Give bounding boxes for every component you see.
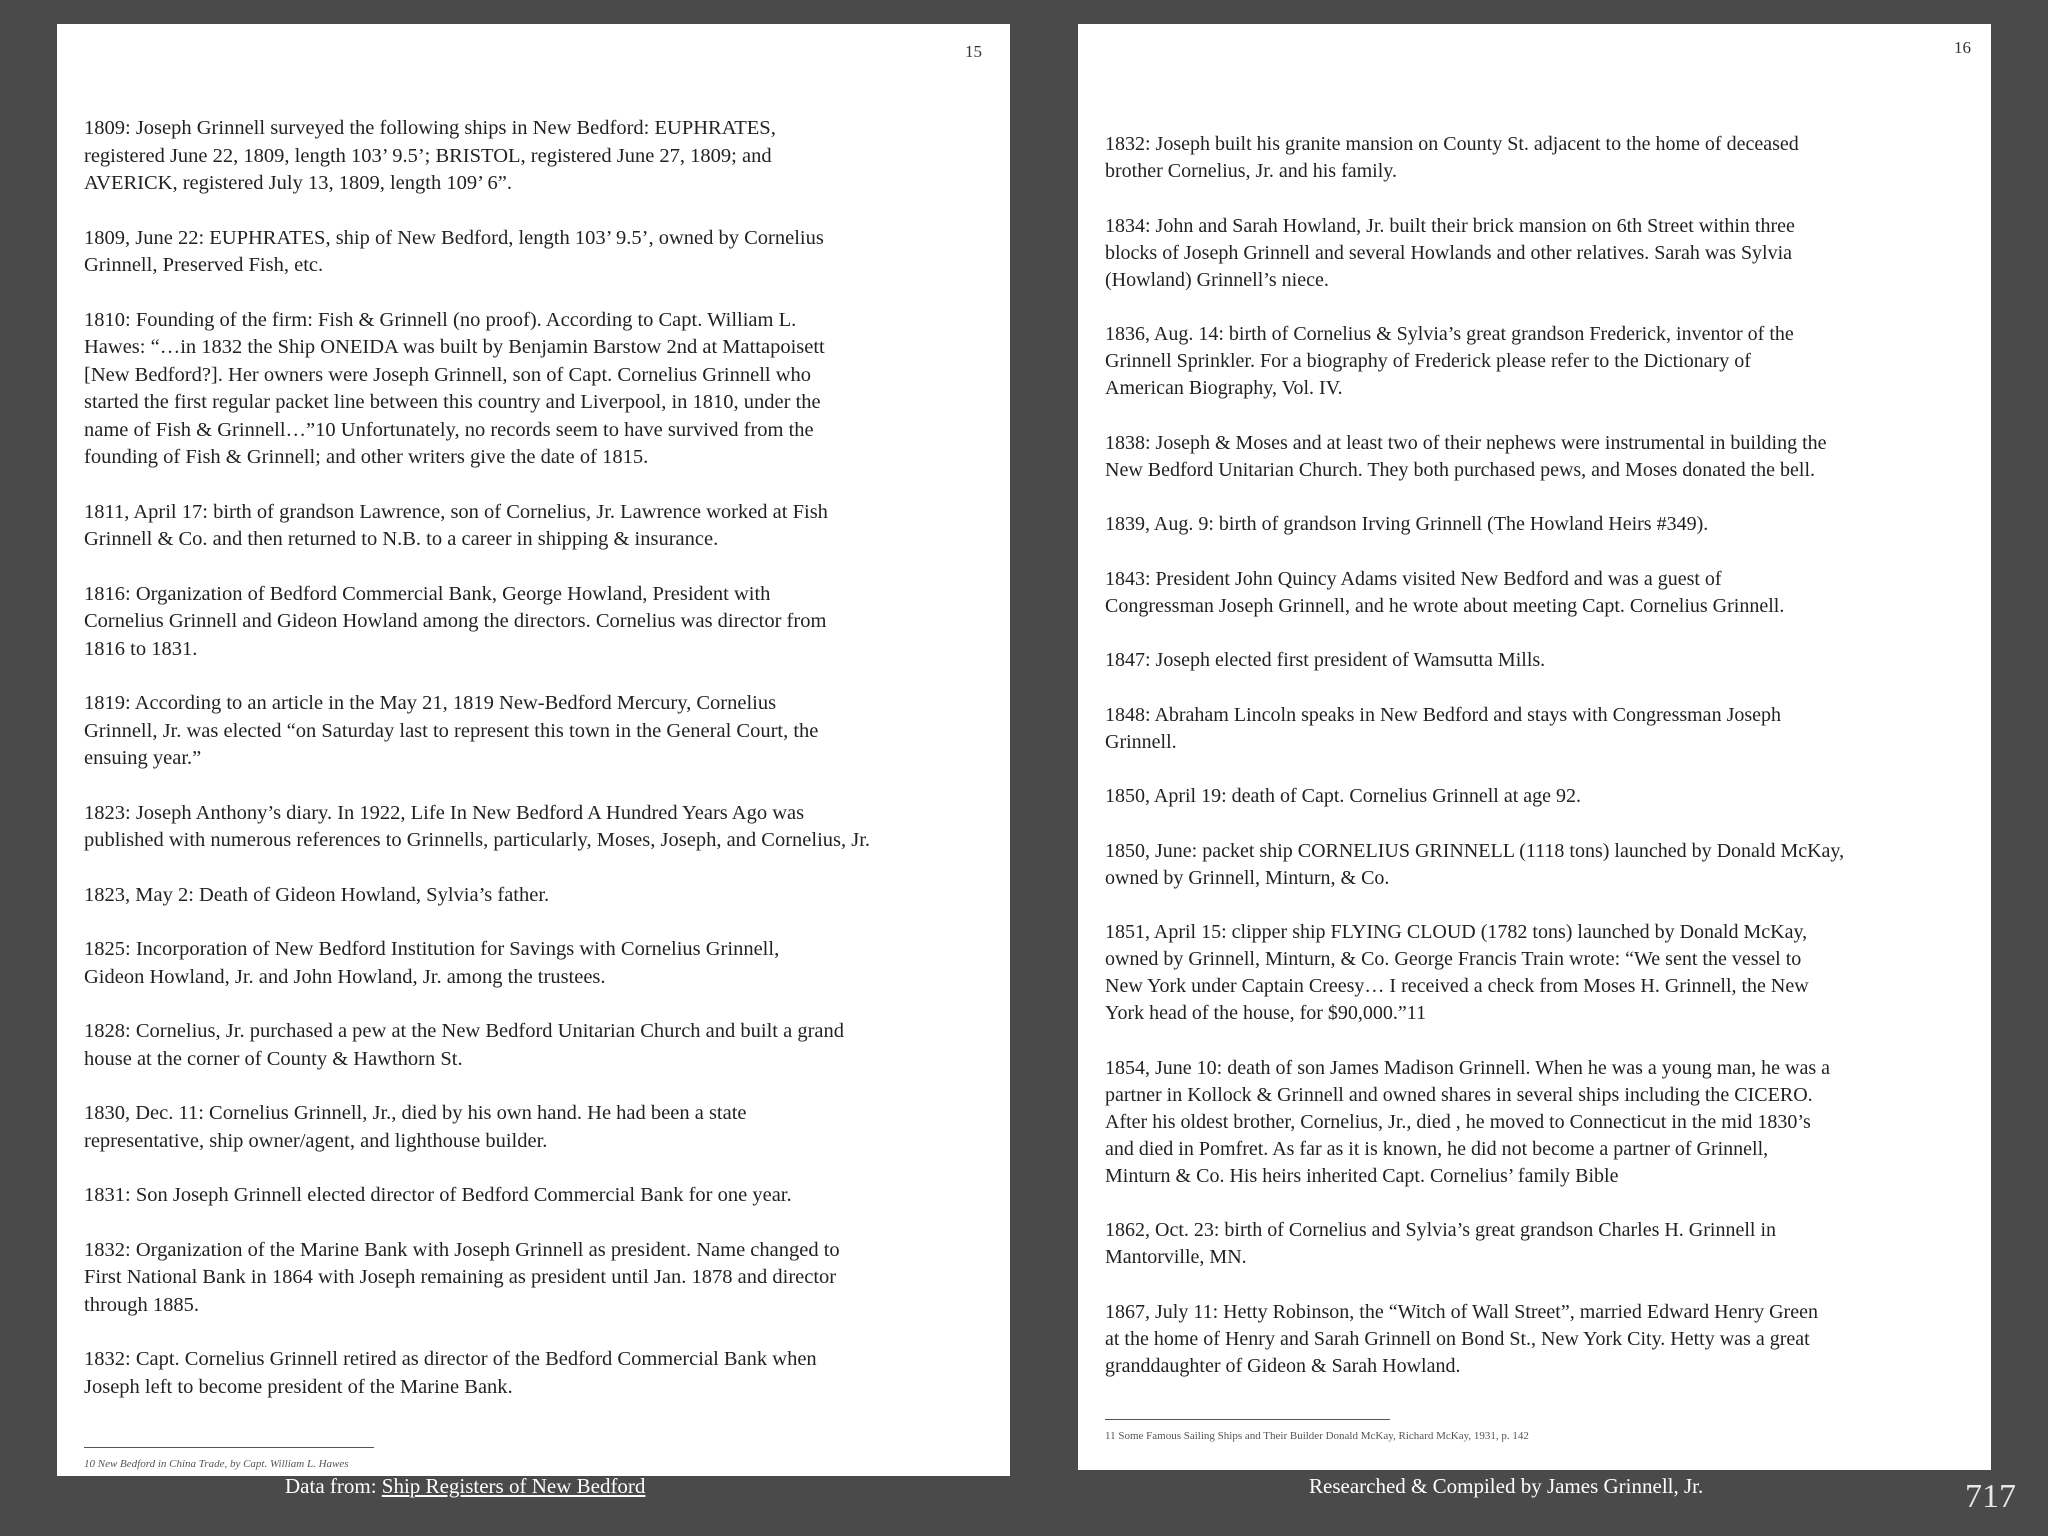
footnote: 11 Some Famous Sailing Ships and Their Builder Donald McKay, Richard McKay, 1931, p. 142 [1105,1430,1529,1442]
timeline-entry: 1810: Founding of the firm: Fish & Grinnell (no proof). According to Capt. William L. Hawes: “…in 1832 the Ship ONEIDA was built by Benjamin Barstow 2nd at Mattapoisett [New Bedford?]. Her owners were Joseph Grinnell, son of Capt. Cornelius Grinnell who started the first regular packet line between this country and Liverpool, in 1810, under the name of Fish & Grinnell…”10 Unfortunately, no records seem to have survived from the founding of Fish & Grinnell; and other writers give the date of 1815. [84,308,825,468]
timeline-entry: 1823, May 2: Death of Gideon Howland, Sylvia’s father. [84,883,550,906]
timeline-entry: 1811, April 17: birth of grandson Lawrence, son of Cornelius, Jr. Lawrence worked at Fish Grinnell & Co. and then returned to N.B. to a career in shipping & insurance. [84,500,828,550]
timeline-entry: 1809, June 22: EUPHRATES, ship of New Bedford, length 103’ 9.5’, owned by Cornelius Grinnell, Preserved Fish, etc. [84,226,824,276]
timeline-entries [84,115,1004,1428]
timeline-entry: 1832: Capt. Cornelius Grinnell retired as director of the Bedford Commercial Bank when Joseph left to become president of the Marine Bank. [84,1348,817,1398]
timeline-entry: 1819: According to an article in the May 21, 1819 New-Bedford Mercury, Cornelius Grinnell, Jr. was elected “on Saturday last to represent this town in the General Court, the ensuing year.” [84,692,819,769]
document-page-right [1078,24,1991,1470]
page-number: 15 [965,42,982,61]
timeline-entry: 1848: Abraham Lincoln speaks in New Bedford and stays with Congressman Joseph Grinnell. [1105,703,1782,753]
footnote-divider [84,1447,374,1448]
timeline-entry: 1847: Joseph elected first president of Wamsutta Mills. [1105,649,1546,671]
timeline-entry: 1867, July 11: Hetty Robinson, the “Witch of Wall Street”, married Edward Henry Green at the home of Henry and Sarah Grinnell on Bond St., New York City. Hetty was a great granddaughter of Gideon & Sarah Howland. [1105,1300,1818,1377]
timeline-entry: 1843: President John Quincy Adams visited New Bedford and was a guest of Congressman Joseph Grinnell, and he wrote about meeting Capt. Cornelius Grinnell. [1105,567,1785,617]
document-page-left [57,24,1010,1476]
footnote: 10 New Bedford in China Trade, by Capt. William L. Hawes [84,1458,349,1470]
timeline-entry: 1834: John and Sarah Howland, Jr. built their brick mansion on 6th Street within three blocks of Joseph Grinnell and several Howlands and other relatives. Sarah was Sylvia (Howland) Grinnell’s niece. [1105,214,1795,291]
source-caption [285,1474,645,1499]
compiler-caption: Researched & Compiled by James Grinnell, Jr. [1309,1474,1704,1498]
source-link[interactable]: Ship Registers of New Bedford [381,1474,646,1498]
timeline-entry: 1828: Cornelius, Jr. purchased a pew at the New Bedford Unitarian Church and built a grand house at the corner of County & Hawthorn St. [84,1020,845,1070]
timeline-entry: 1816: Organization of Bedford Commercial Bank, George Howland, President with Cornelius Grinnell and Gideon Howland among the directors. Cornelius was director from 1816 to 1831. [84,582,827,660]
timeline-entry: 1850, April 19: death of Capt. Cornelius Grinnell at age 92. [1105,785,1582,807]
timeline-entry: 1838: Joseph & Moses and at least two of their nephews were instrumental in building the New Bedford Unitarian Church. They both purchased pews, and Moses donated the bell. [1105,431,1827,481]
timeline-entry: 1851, April 15: clipper ship FLYING CLOUD (1782 tons) launched by Donald McKay, owned by Grinnell, Minturn, & Co. George Francis Train wrote: “We sent the vessel to New York under Captain Creesy… I received a check from Moses H. Grinnell, the New York head of the house, for $90,000.”11 [1105,921,1809,1024]
timeline-entry: 1836, Aug. 14: birth of Cornelius & Sylvia’s great grandson Frederick, inventor of the Grinnell Sprinkler. For a biography of Frederick please refer to the Dictionary of American Biography, Vol. IV. [1105,323,1794,399]
timeline-entries [1105,131,1980,1407]
timeline-entry: 1809: Joseph Grinnell surveyed the following ships in New Bedford: EUPHRATES, registered June 22, 1809, length 103’ 9.5’; BRISTOL, registered June 27, 1809; and AVERICK, registered July 13, 1809, length 109’ 6”. [84,117,776,194]
timeline-entry: 1854, June 10: death of son James Madison Grinnell. When he was a young man, he was a partner in Kollock & Grinnell and owned shares in several ships including the CICERO. After his oldest brother, Cornelius, Jr., died , he moved to Connecticut in the mid 1830’s and died in Pomfret. As far as it is known, he did not become a partner of Grinnell, Minturn & Co. His heirs inherited Capt. Cornelius’ family Bible [1105,1056,1831,1187]
timeline-entry: 1823: Joseph Anthony’s diary. In 1922, Life In New Bedford A Hundred Years Ago was published with numerous references to Grinnells, particularly, Moses, Joseph, and Cornelius, Jr. [84,801,871,851]
footnote-divider [1105,1419,1390,1420]
timeline-entry: 1832: Joseph built his granite mansion on County St. adjacent to the home of deceased brother Cornelius, Jr. and his family. [1105,133,1799,182]
timeline-entry: 1830, Dec. 11: Cornelius Grinnell, Jr., died by his own hand. He had been a state representative, ship owner/agent, and lighthouse builder. [84,1102,747,1152]
timeline-entry: 1839, Aug. 9: birth of grandson Irving Grinnell (The Howland Heirs #349). [1105,513,1709,535]
timeline-entry: 1850, June: packet ship CORNELIUS GRINNELL (1118 tons) launched by Donald McKay, owned by Grinnell, Minturn, & Co. [1105,839,1845,889]
page-number: 16 [1954,38,1971,57]
slide-number: 717 [1965,1478,2016,1515]
timeline-entry: 1831: Son Joseph Grinnell elected director of Bedford Commercial Bank for one year. [84,1184,792,1206]
timeline-entry: 1832: Organization of the Marine Bank with Joseph Grinnell as president. Name changed to First National Bank in 1864 with Joseph remaining as president until Jan. 1878 and director through 1885. [84,1238,840,1316]
timeline-entry: 1825: Incorporation of New Bedford Institution for Savings with Cornelius Grinnell, Gideon Howland, Jr. and John Howland, Jr. among the trustees. [84,938,780,988]
source-caption-prefix: Data from: [285,1474,382,1498]
timeline-entry: 1862, Oct. 23: birth of Cornelius and Sylvia’s great grandson Charles H. Grinnell in Mantorville, MN. [1105,1219,1777,1268]
